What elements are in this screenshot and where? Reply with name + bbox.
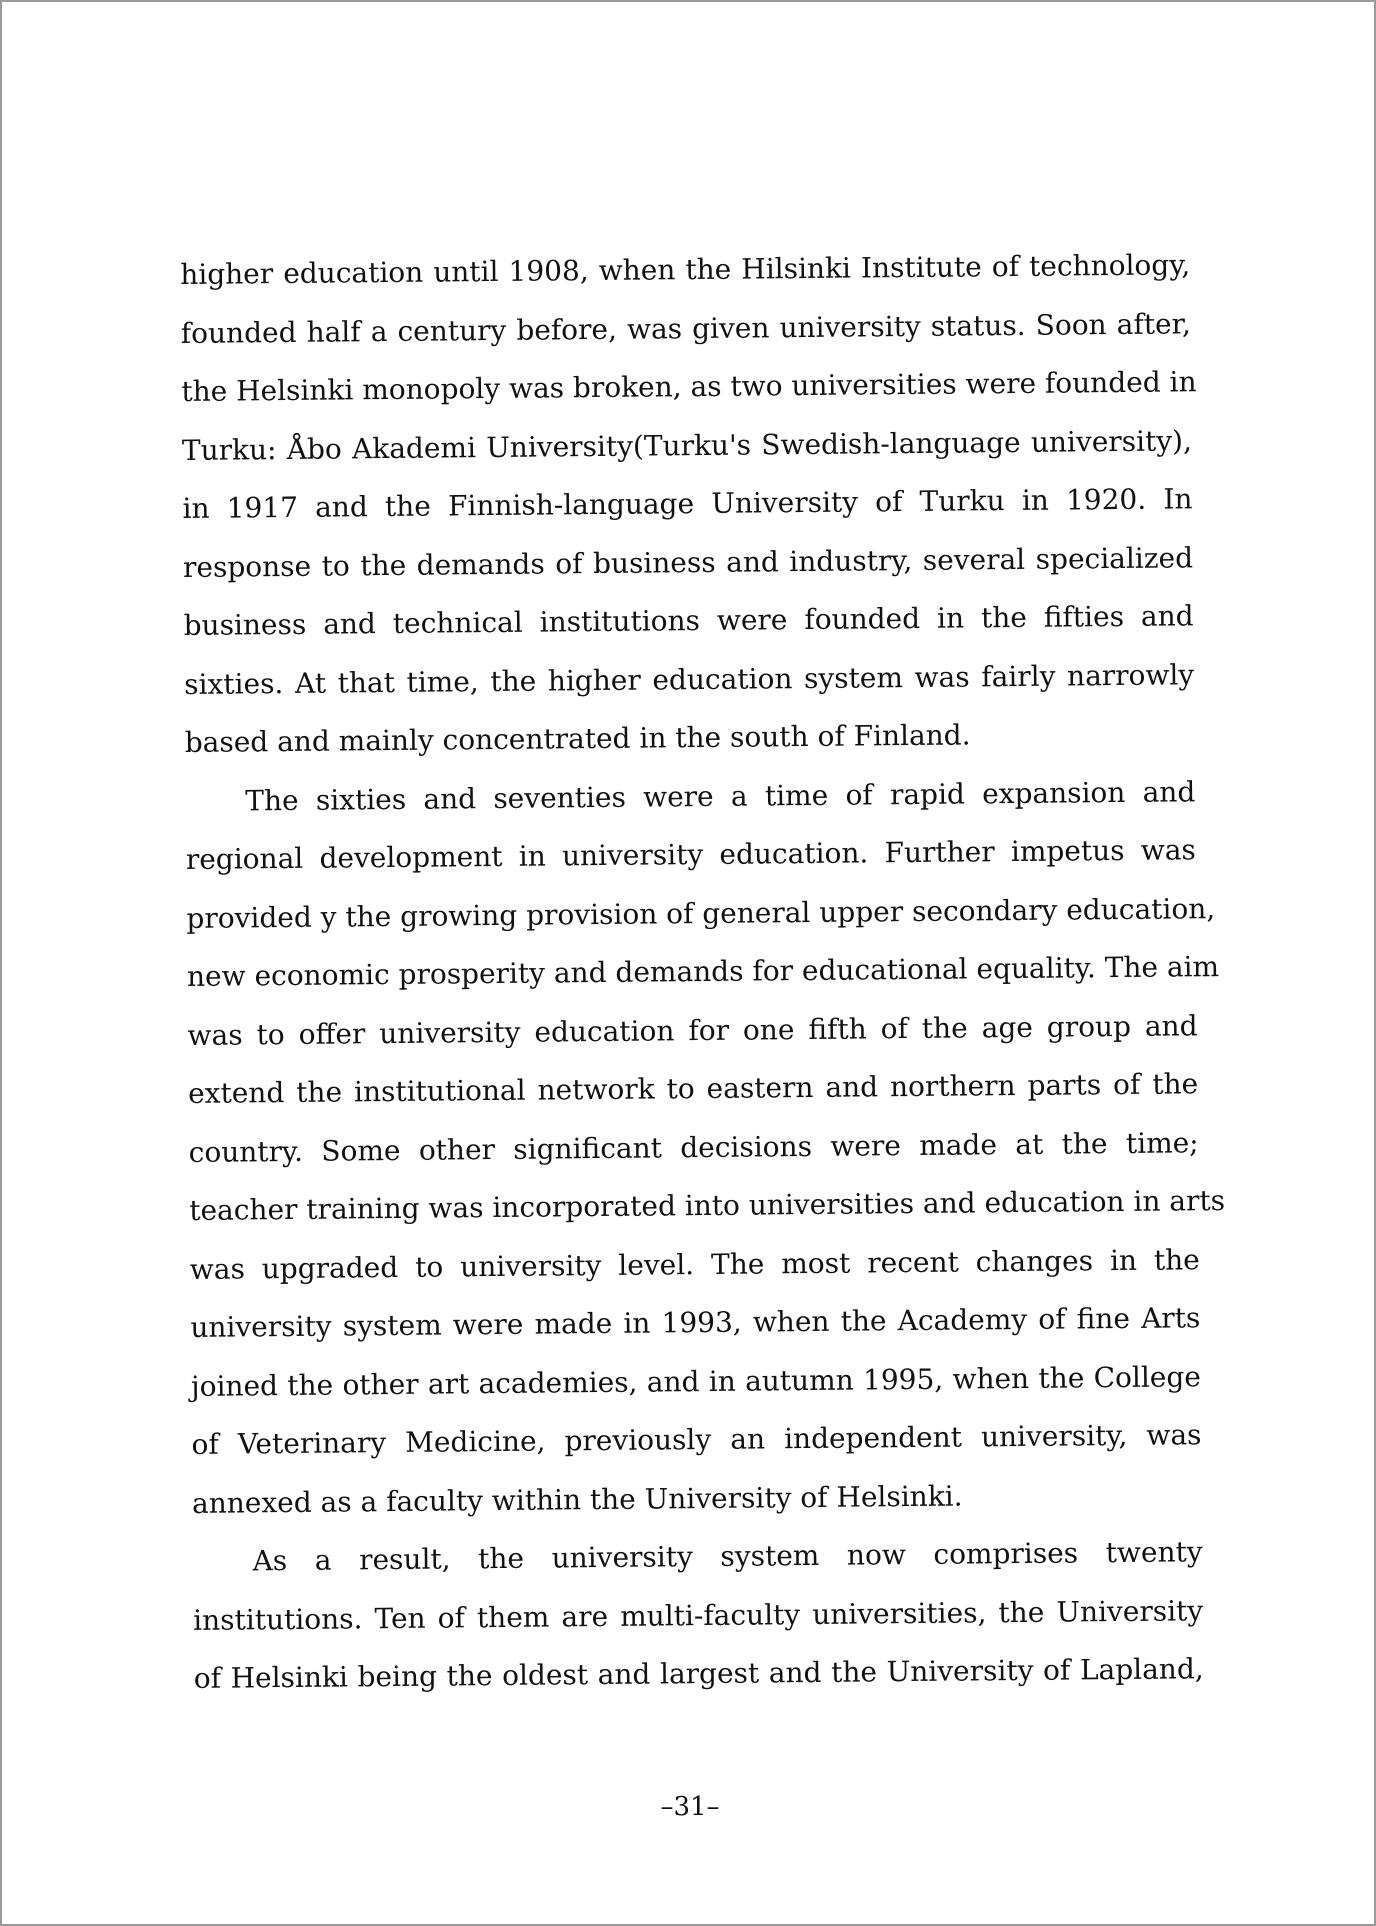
- text-line: The sixties and seventies were a time of rapid expansion and: [245, 774, 1196, 817]
- text-line: response to the demands of business and industry, several specialized: [182, 540, 1194, 584]
- text-line: of Veterinary Medicine, previously an independent university, was: [191, 1418, 1202, 1461]
- text-line: regional development in university education. Further impetus was: [185, 833, 1197, 876]
- text-line: provided y the growing provision of general upper secondary education,: [186, 891, 1216, 935]
- text-line: As a result, the university system now comprises twenty: [252, 1535, 1203, 1578]
- paragraph-2: [185, 763, 1226, 1533]
- text-line: based and mainly concentrated in the south of Finland.: [184, 718, 971, 759]
- paragraph-1: [180, 236, 1195, 772]
- text-line: business and technical institutions were founded in the fifties and: [183, 599, 1194, 642]
- text-line: new economic prosperity and demands for educational equality. The aim: [186, 950, 1220, 993]
- text-line: of Helsinki being the oldest and largest and the University of Lapland,: [193, 1652, 1204, 1695]
- text-line: institutions. Ten of them are multi-faculty universities, the University: [193, 1593, 1204, 1637]
- text-line: teacher training was incorporated into universities and education in arts: [189, 1184, 1226, 1227]
- text-line: higher education until 1908, when the Hilsinki Institute of technology,: [180, 248, 1191, 291]
- text-line: Turku: Åbo Akademi University(Turku's Swedish-language university),: [181, 423, 1193, 467]
- text-line: university system were made in 1993, when the Academy of fine Arts: [190, 1301, 1201, 1344]
- page-number: –31–: [660, 1792, 720, 1822]
- text-line: extend the institutional network to eastern and northern parts of the: [187, 1067, 1199, 1110]
- text-line: joined the other art academies, and in autumn 1995, when the College: [190, 1359, 1202, 1403]
- text-line: was to offer university education for one fifth of the age group and: [187, 1008, 1198, 1052]
- paragraph-3: [192, 1523, 1204, 1708]
- text-line: was upgraded to university level. The most recent changes in the: [189, 1242, 1200, 1286]
- text-line: in 1917 and the Finnish-language University of Turku in 1920. In: [182, 482, 1193, 525]
- text-line: country. Some other significant decisions were made at the time;: [188, 1125, 1199, 1169]
- text-line: sixties. At that time, the higher education system was fairly narrowly: [184, 657, 1195, 701]
- text-line: annexed as a faculty within the University of Helsinki.: [191, 1479, 963, 1520]
- text-line: the Helsinki monopoly was broken, as two universities were founded in: [181, 365, 1197, 408]
- body-text: [180, 236, 1226, 1708]
- text-line: founded half a century before, was given university status. Soon after,: [180, 306, 1191, 350]
